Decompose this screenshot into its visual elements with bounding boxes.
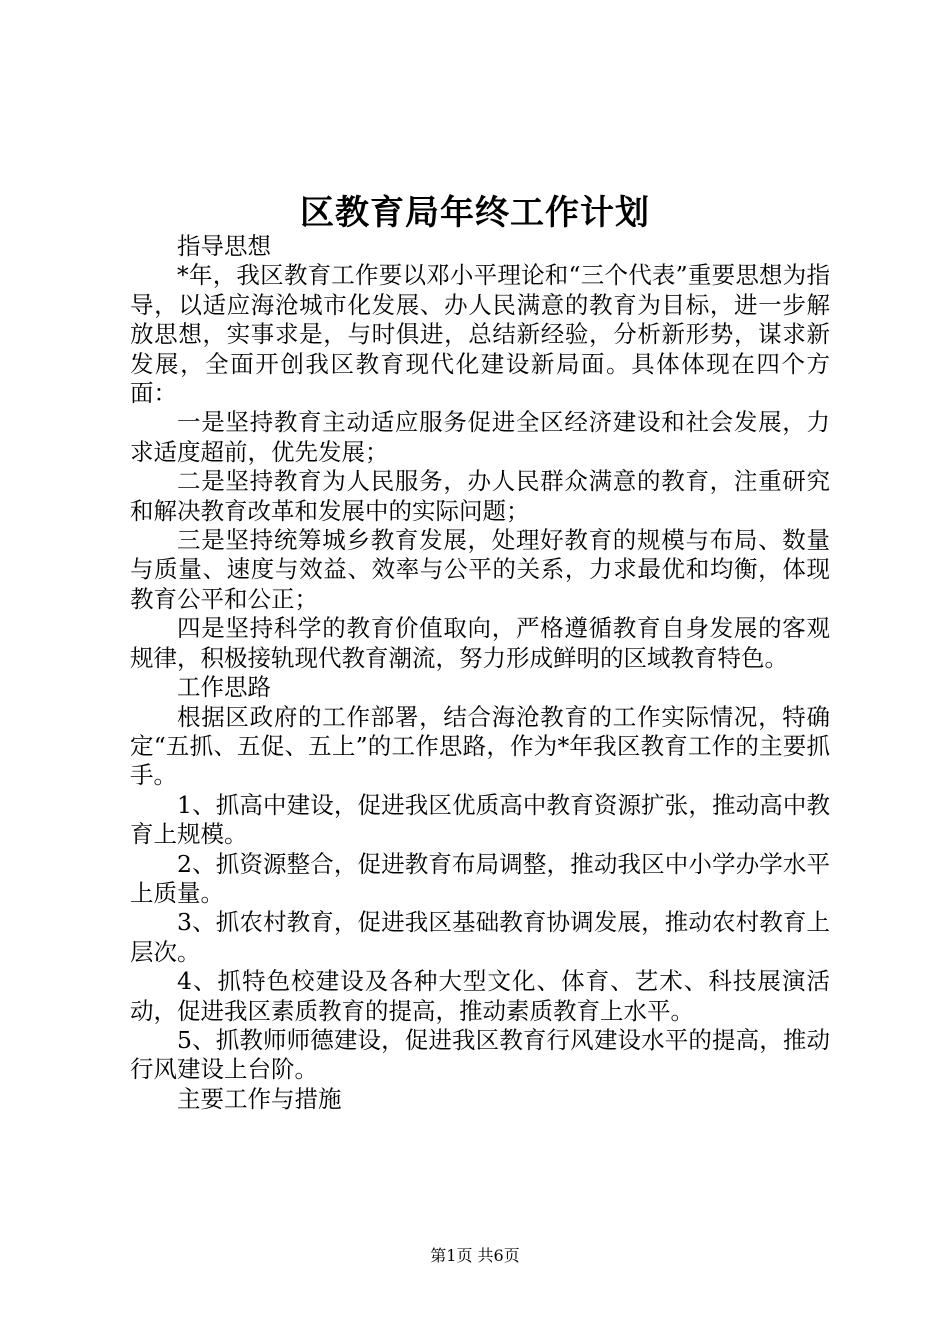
paragraph: 三是坚持统筹城乡教育发展，处理好教育的规模与布局、数量与质量、速度与效益、效率与公平的关系，力求最优和均衡，体现教育公平和公正； [130,526,830,613]
list-item: 1、抓高中建设，促进我区优质高中教育资源扩张，推动高中教育上规模。 [130,790,830,849]
document-title: 区教育局年终工作计划 [300,193,650,233]
section-heading: 指导思想 [177,232,271,260]
paragraph: 根据区政府的工作部署，结合海沧教育的工作实际情况，特确定“五抓、五促、五上”的工作思路，作为*年我区教育工作的主要抓手。 [130,702,830,790]
paragraph: 四是坚持科学的教育价值取向，严格遵循教育自身发展的客观规律，积极接轨现代教育潮流，努力形成鲜明的区域教育特色。 [130,614,830,672]
list-item: 2、抓资源整合，促进教育布局调整，推动我区中小学办学水平上质量。 [130,849,830,907]
document-body [130,232,830,1114]
list-item: 3、抓农村教育，促进我区基础教育协调发展，推动农村教育上层次。 [130,908,830,966]
list-item: 5、抓教师师德建设，促进我区教育行风建设水平的提高，推动行风建设上台阶。 [130,1025,830,1084]
paragraph: *年，我区教育工作要以邓小平理论和“三个代表”重要思想为指导，以适应海沧城市化发展、办人民满意的教育为目标，进一步解放思想，实事求是，与时俱进，总结新经验，分析新形势，谋求新发展，全面开创我区教育现代化建设新局面。具体体现在四个方面： [130,261,830,408]
paragraph: 一是坚持教育主动适应服务促进全区经济建设和社会发展，力求适度超前，优先发展； [130,408,830,466]
list-item: 4、抓特色校建设及各种大型文化、体育、艺术、科技展演活动，促进我区素质教育的提高，推动素质教育上水平。 [130,967,830,1025]
page-number-footer: 第1页 共6页 [430,1246,520,1265]
section-heading: 主要工作与措施 [177,1084,342,1113]
section-heading: 工作思路 [177,673,271,702]
paragraph: 二是坚持教育为人民服务，办人民群众满意的教育，注重研究和解决教育改革和发展中的实际问题； [130,467,830,525]
